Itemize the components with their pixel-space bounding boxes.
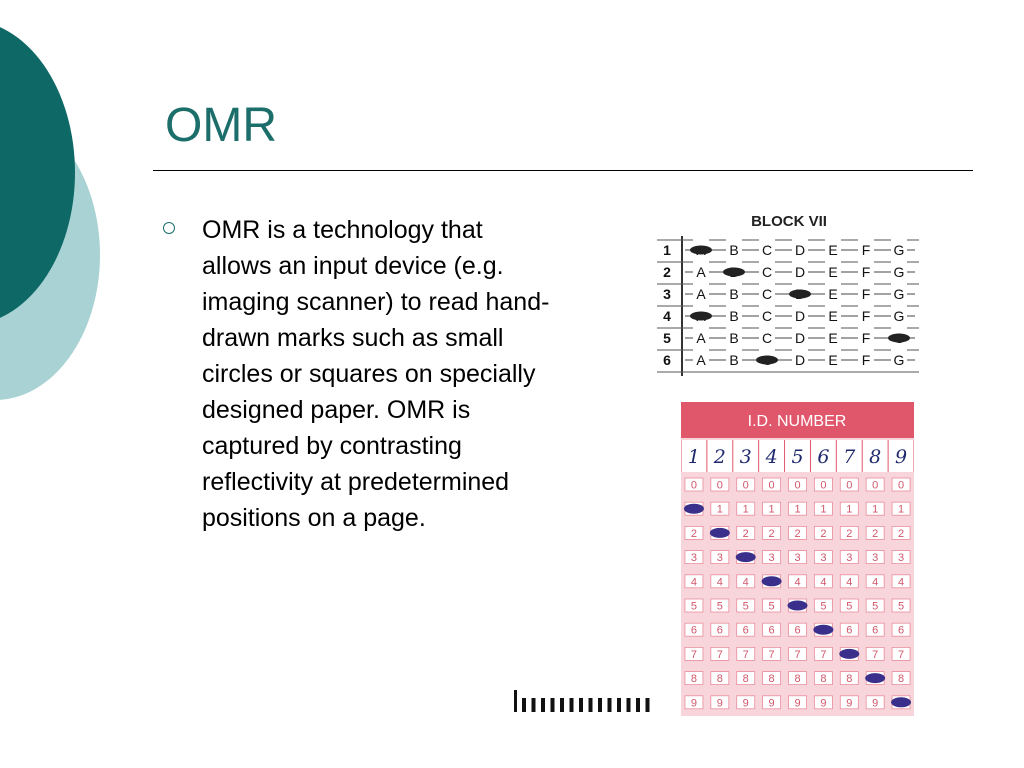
id-bubble-digit: 0	[846, 479, 853, 492]
id-pencil-mark	[813, 625, 833, 635]
block-option-letter: E	[828, 264, 838, 280]
block-answer-sheet-image	[657, 208, 919, 378]
block-option-letter: C	[761, 308, 773, 324]
block-option-letter: B	[729, 242, 739, 258]
block-row-number: 2	[663, 264, 671, 280]
id-bubble-digit: 0	[897, 479, 905, 492]
id-bubble-digit: 5	[768, 600, 775, 613]
id-bubble-digit: 2	[794, 527, 801, 540]
block-option-letter: F	[861, 330, 871, 346]
title-divider	[153, 170, 973, 171]
id-bubble-digit: 7	[794, 648, 801, 661]
id-pencil-mark	[891, 697, 911, 707]
id-bubble-digit: 1	[742, 503, 749, 516]
block-option-letter: F	[861, 308, 871, 324]
id-bubble-digit: 1	[897, 503, 905, 516]
id-bubble-digit: 9	[872, 697, 879, 710]
block-option-letter: E	[828, 286, 838, 302]
id-bubble-digit: 0	[768, 479, 775, 492]
id-bubble-digit: 4	[897, 576, 905, 589]
id-bubble-digit: 8	[690, 673, 698, 686]
id-bubble-digit: 8	[768, 673, 775, 686]
block-option-letter: C	[761, 330, 773, 346]
id-card-title: I.D. NUMBER	[747, 413, 847, 430]
id-handwritten-digit: 2	[713, 446, 726, 468]
id-bubble-digit: 5	[820, 600, 827, 613]
block-option-letter: G	[893, 352, 905, 368]
id-bubble-digit: 9	[820, 697, 827, 710]
block-option-letter: A	[696, 286, 706, 302]
id-bubble-digit: 7	[768, 648, 775, 661]
block-pencil-mark	[789, 290, 811, 299]
id-bubble-digit: 2	[872, 527, 879, 540]
block-option-letter: B	[729, 286, 739, 302]
id-handwritten-digit: 8	[869, 446, 882, 468]
id-bubble-digit: 4	[690, 576, 698, 589]
block-option-letter: F	[861, 264, 871, 280]
id-bubble-digit: 6	[897, 624, 905, 637]
id-bubble-digit: 3	[690, 552, 698, 565]
block-option-letter: F	[861, 242, 871, 258]
block-option-letter: G	[893, 286, 905, 302]
block-option-letter: E	[828, 308, 838, 324]
timing-mark	[608, 698, 612, 712]
block-pencil-mark	[690, 312, 712, 321]
id-bubble-digit: 9	[716, 697, 723, 710]
id-bubble-digit: 0	[872, 479, 879, 492]
timing-mark	[541, 698, 545, 712]
id-bubble-digit: 2	[897, 527, 905, 540]
block-pencil-mark	[888, 334, 910, 343]
timing-mark	[570, 698, 574, 712]
timing-mark	[551, 698, 555, 712]
timing-marks-strip	[512, 690, 657, 712]
block-row-number: 3	[663, 286, 671, 302]
id-handwritten-digit: 3	[739, 446, 752, 468]
bullet-circle-icon	[163, 222, 175, 234]
timing-mark	[636, 698, 640, 712]
block-pencil-mark	[690, 246, 712, 255]
block-pencil-mark	[756, 356, 778, 365]
id-bubble-digit: 0	[742, 479, 749, 492]
id-bubble-digit: 2	[820, 527, 827, 540]
timing-mark	[579, 698, 583, 712]
block-option-letter: E	[828, 330, 838, 346]
timing-mark-tall	[514, 690, 517, 712]
block-option-letter: E	[828, 352, 838, 368]
block-option-letter: D	[794, 352, 806, 368]
id-bubble-digit: 3	[897, 552, 905, 565]
id-bubble-digit: 1	[820, 503, 827, 516]
timing-mark	[589, 698, 593, 712]
block-option-letter: E	[828, 242, 838, 258]
id-bubble-digit: 3	[872, 552, 879, 565]
id-bubble-digit: 1	[768, 503, 775, 516]
id-bubble-digit: 2	[742, 527, 749, 540]
id-bubble-digit: 5	[716, 600, 723, 613]
id-bubble-digit: 1	[716, 503, 723, 516]
id-bubble-digit: 6	[690, 624, 698, 637]
id-bubble-digit: 3	[820, 552, 827, 565]
id-bubble-digit: 0	[820, 479, 827, 492]
id-bubble-digit: 7	[742, 648, 749, 661]
block-option-letter: G	[893, 242, 905, 258]
id-bubble-digit: 9	[768, 697, 775, 710]
block-row-number: 4	[663, 308, 671, 324]
id-handwritten-digit: 1	[687, 446, 700, 468]
id-bubble-digit: 8	[820, 673, 827, 686]
id-handwritten-digit: 9	[895, 446, 908, 468]
timing-mark	[532, 698, 536, 712]
id-pencil-mark	[865, 673, 885, 683]
block-option-letter: G	[893, 308, 905, 324]
block-row-number: 6	[663, 352, 671, 368]
id-bubble-digit: 0	[794, 479, 801, 492]
id-bubble-digit: 7	[690, 648, 698, 661]
id-bubble-digit: 8	[794, 673, 801, 686]
id-bubble-digit: 6	[742, 624, 749, 637]
block-row-number: 5	[663, 330, 671, 346]
block-option-letter: B	[729, 308, 739, 324]
id-pencil-mark	[710, 528, 730, 538]
id-bubble-digit: 5	[742, 600, 749, 613]
block-option-letter: C	[761, 242, 773, 258]
bullet-text: OMR is a technology that allows an input device (e.g. imaging scanner) to read hand-drawn marks such as small circles or squares on specially designed paper. OMR is captured by contrasting reflectivity at predetermined positions on a page.	[202, 216, 550, 532]
id-bubble-digit: 4	[846, 576, 853, 589]
block-option-letter: D	[794, 308, 806, 324]
block-option-letter: C	[761, 286, 773, 302]
id-bubble-digit: 1	[872, 503, 879, 516]
id-bubble-digit: 6	[794, 624, 801, 637]
id-bubble-digit: 4	[716, 576, 723, 589]
id-bubble-digit: 6	[716, 624, 723, 637]
block-row-number: 1	[663, 242, 671, 258]
block-option-letter: C	[761, 264, 773, 280]
id-bubble-digit: 6	[768, 624, 775, 637]
id-bubble-digit: 4	[794, 576, 801, 589]
block-option-letter: G	[893, 264, 905, 280]
id-bubble-digit: 6	[872, 624, 879, 637]
id-bubble-digit: 5	[690, 600, 698, 613]
id-bubble-digit: 3	[768, 552, 775, 565]
id-bubble-digit: 7	[716, 648, 723, 661]
id-pencil-mark	[762, 576, 782, 586]
id-bubble-digit: 9	[794, 697, 801, 710]
block-option-letter: D	[794, 242, 806, 258]
block-option-letter: D	[794, 330, 806, 346]
timing-mark	[646, 698, 650, 712]
id-bubble-digit: 0	[690, 479, 698, 492]
block-pencil-mark	[723, 268, 745, 277]
block-option-letter: A	[696, 330, 706, 346]
id-bubble-digit: 3	[716, 552, 723, 565]
id-handwritten-digit: 7	[843, 446, 856, 468]
block-option-letter: B	[729, 330, 739, 346]
timing-mark	[560, 698, 564, 712]
id-handwritten-digit: 5	[791, 446, 804, 468]
block-sheet-title: BLOCK VII	[751, 213, 827, 230]
id-bubble-digit: 1	[794, 503, 801, 516]
id-handwritten-digit: 6	[817, 446, 830, 468]
id-bubble-digit: 2	[690, 527, 698, 540]
id-handwritten-digit: 4	[765, 446, 778, 468]
slide-title: OMR	[165, 99, 277, 152]
id-pencil-mark	[736, 552, 756, 562]
id-bubble-digit: 5	[846, 600, 853, 613]
block-option-letter: F	[861, 286, 871, 302]
id-bubble-digit: 2	[846, 527, 853, 540]
timing-mark	[598, 698, 602, 712]
id-bubble-digit: 7	[872, 648, 879, 661]
id-bubble-digit: 1	[846, 503, 853, 516]
id-number-card-image	[681, 402, 914, 716]
id-bubble-digit: 2	[768, 527, 775, 540]
id-bubble-digit: 5	[897, 600, 905, 613]
id-bubble-digit: 9	[846, 697, 853, 710]
timing-mark	[617, 698, 621, 712]
id-bubble-digit: 3	[846, 552, 853, 565]
timing-mark	[627, 698, 631, 712]
id-bubble-digit: 8	[897, 673, 905, 686]
id-bubble-digit: 9	[742, 697, 749, 710]
id-bubble-digit: 0	[716, 479, 723, 492]
id-bubble-digit: 3	[794, 552, 801, 565]
id-bubble-digit: 7	[820, 648, 827, 661]
block-option-letter: A	[696, 264, 706, 280]
id-bubble-digit: 8	[716, 673, 723, 686]
id-bubble-digit: 7	[897, 648, 905, 661]
block-option-letter: F	[861, 352, 871, 368]
id-bubble-digit: 8	[742, 673, 749, 686]
id-bubble-digit: 5	[872, 600, 879, 613]
id-pencil-mark	[788, 601, 808, 611]
block-option-letter: D	[794, 264, 806, 280]
id-pencil-mark	[839, 649, 859, 659]
id-bubble-digit: 6	[846, 624, 853, 637]
timing-mark	[522, 698, 526, 712]
id-bubble-digit: 8	[846, 673, 853, 686]
id-bubble-digit: 4	[742, 576, 749, 589]
id-bubble-digit: 9	[690, 697, 698, 710]
block-option-letter: A	[696, 352, 706, 368]
id-bubble-digit: 4	[872, 576, 879, 589]
id-bubble-digit: 4	[820, 576, 827, 589]
block-option-letter: B	[729, 352, 739, 368]
id-pencil-mark	[684, 504, 704, 514]
